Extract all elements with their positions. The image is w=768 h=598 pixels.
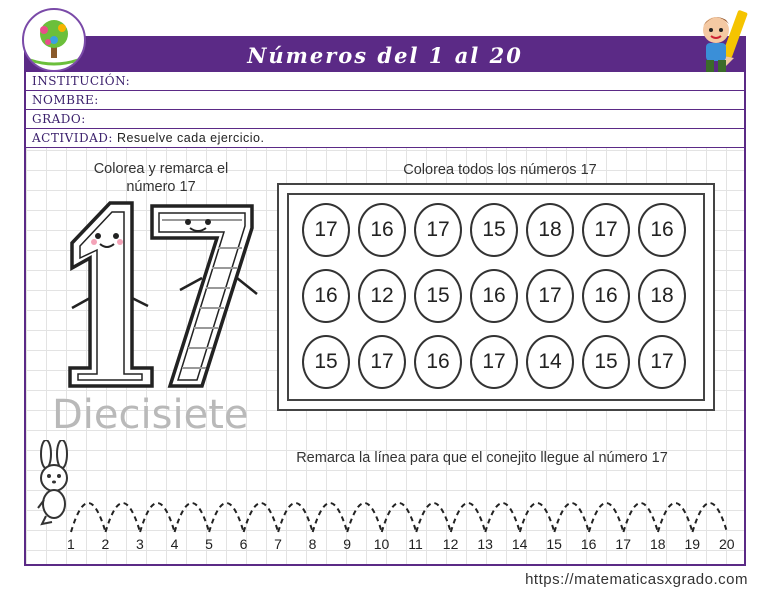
tracing-arc[interactable] (520, 503, 555, 532)
tracing-arc[interactable] (589, 503, 624, 532)
page-title: Números del 1 al 20 (247, 42, 523, 68)
number-circle[interactable]: 16 (358, 203, 406, 257)
tracing-arc[interactable] (209, 503, 244, 532)
field-grado (26, 110, 744, 129)
number-circle[interactable]: 18 (638, 269, 686, 323)
tracing-arc[interactable] (140, 503, 175, 532)
field-nombre (26, 91, 744, 110)
number-circle[interactable]: 14 (526, 335, 574, 389)
big-number-17 (52, 198, 262, 388)
number-circle[interactable]: 15 (470, 203, 518, 257)
number-circle[interactable]: 16 (470, 269, 518, 323)
number-circle[interactable]: 17 (638, 335, 686, 389)
number-line-label: 2 (101, 536, 110, 552)
tracing-arc[interactable] (175, 503, 210, 532)
number-line-label: 17 (615, 536, 631, 552)
number-line-label: 14 (511, 536, 528, 552)
number-line-label: 6 (239, 536, 248, 552)
number-line-label: 13 (477, 536, 493, 552)
title-banner (26, 38, 744, 72)
number-line-label: 15 (546, 536, 562, 552)
number-line-label: 4 (170, 536, 179, 552)
number-circle[interactable]: 17 (582, 203, 630, 257)
number-line-label: 1 (67, 536, 75, 552)
field-label: NOMBRE: (32, 93, 99, 107)
instruction-line: Colorea y remarca el (93, 161, 229, 177)
number-line-label: 16 (580, 536, 597, 552)
field-label: INSTITUCIÓN: (32, 74, 131, 88)
number-circle[interactable]: 16 (414, 335, 462, 389)
tracing-arc[interactable] (347, 503, 382, 532)
tracing-arc[interactable] (71, 503, 106, 532)
number-circle[interactable]: 17 (302, 203, 350, 257)
exercise3-instruction: Remarca la línea para que el conejito llegue al número 17 (296, 450, 668, 466)
tracing-path (60, 480, 750, 540)
number-circle[interactable]: 15 (302, 335, 350, 389)
number-circle[interactable]: 16 (582, 269, 630, 323)
tracing-arc[interactable] (416, 503, 451, 532)
tracing-arc[interactable] (451, 503, 486, 532)
number-line-label: 19 (684, 536, 701, 552)
exercise2-instruction: Colorea todos los números 17 (403, 162, 597, 178)
kid-with-pencil-illustration (690, 8, 750, 76)
number-line-label: 10 (373, 536, 390, 552)
number-line-label: 5 (205, 536, 213, 552)
number-line-label: 11 (408, 536, 423, 552)
field-institucion (26, 72, 744, 91)
footer-url[interactable]: https://matematicasxgrado.com (525, 571, 748, 588)
school-logo (22, 8, 86, 72)
tracing-arc[interactable] (313, 503, 348, 532)
tracing-arc[interactable] (692, 503, 727, 532)
number-circle[interactable]: 17 (470, 335, 518, 389)
number-line-label: 8 (308, 536, 317, 552)
number-circle[interactable]: 17 (358, 335, 406, 389)
instruction-line: número 17 (126, 179, 196, 195)
tracing-arc[interactable] (244, 503, 279, 532)
number-line-label: 7 (274, 536, 282, 552)
field-actividad (26, 129, 744, 148)
tracing-arc[interactable] (623, 503, 658, 532)
tracing-arc[interactable] (658, 503, 693, 532)
number-circle[interactable]: 15 (414, 269, 462, 323)
number-circle[interactable]: 15 (582, 335, 630, 389)
field-label: GRADO: (32, 112, 86, 126)
tracing-arc[interactable] (554, 503, 589, 532)
field-value: Resuelve cada ejercicio. (116, 131, 265, 145)
field-label: ACTIVIDAD: (32, 131, 113, 145)
number-circle[interactable]: 16 (302, 269, 350, 323)
tracing-arc[interactable] (278, 503, 313, 532)
number-line-label: 12 (442, 536, 459, 552)
number-circle[interactable]: 16 (638, 203, 686, 257)
number-line-label: 18 (649, 536, 666, 552)
number-circle[interactable]: 18 (526, 203, 574, 257)
number-circle[interactable]: 17 (414, 203, 462, 257)
tracing-arc[interactable] (382, 503, 417, 532)
number-line-label: 3 (136, 536, 144, 552)
tracing-arc[interactable] (485, 503, 520, 532)
number-line-label: 9 (343, 536, 351, 552)
number-circle[interactable]: 17 (526, 269, 574, 323)
number-word-tracing: Diecisiete (52, 392, 249, 438)
exercise1-instruction (66, 160, 256, 196)
tracing-arc[interactable] (106, 503, 141, 532)
number-circle[interactable]: 12 (358, 269, 406, 323)
number-line-label: 20 (719, 536, 735, 552)
number-board (277, 183, 715, 411)
